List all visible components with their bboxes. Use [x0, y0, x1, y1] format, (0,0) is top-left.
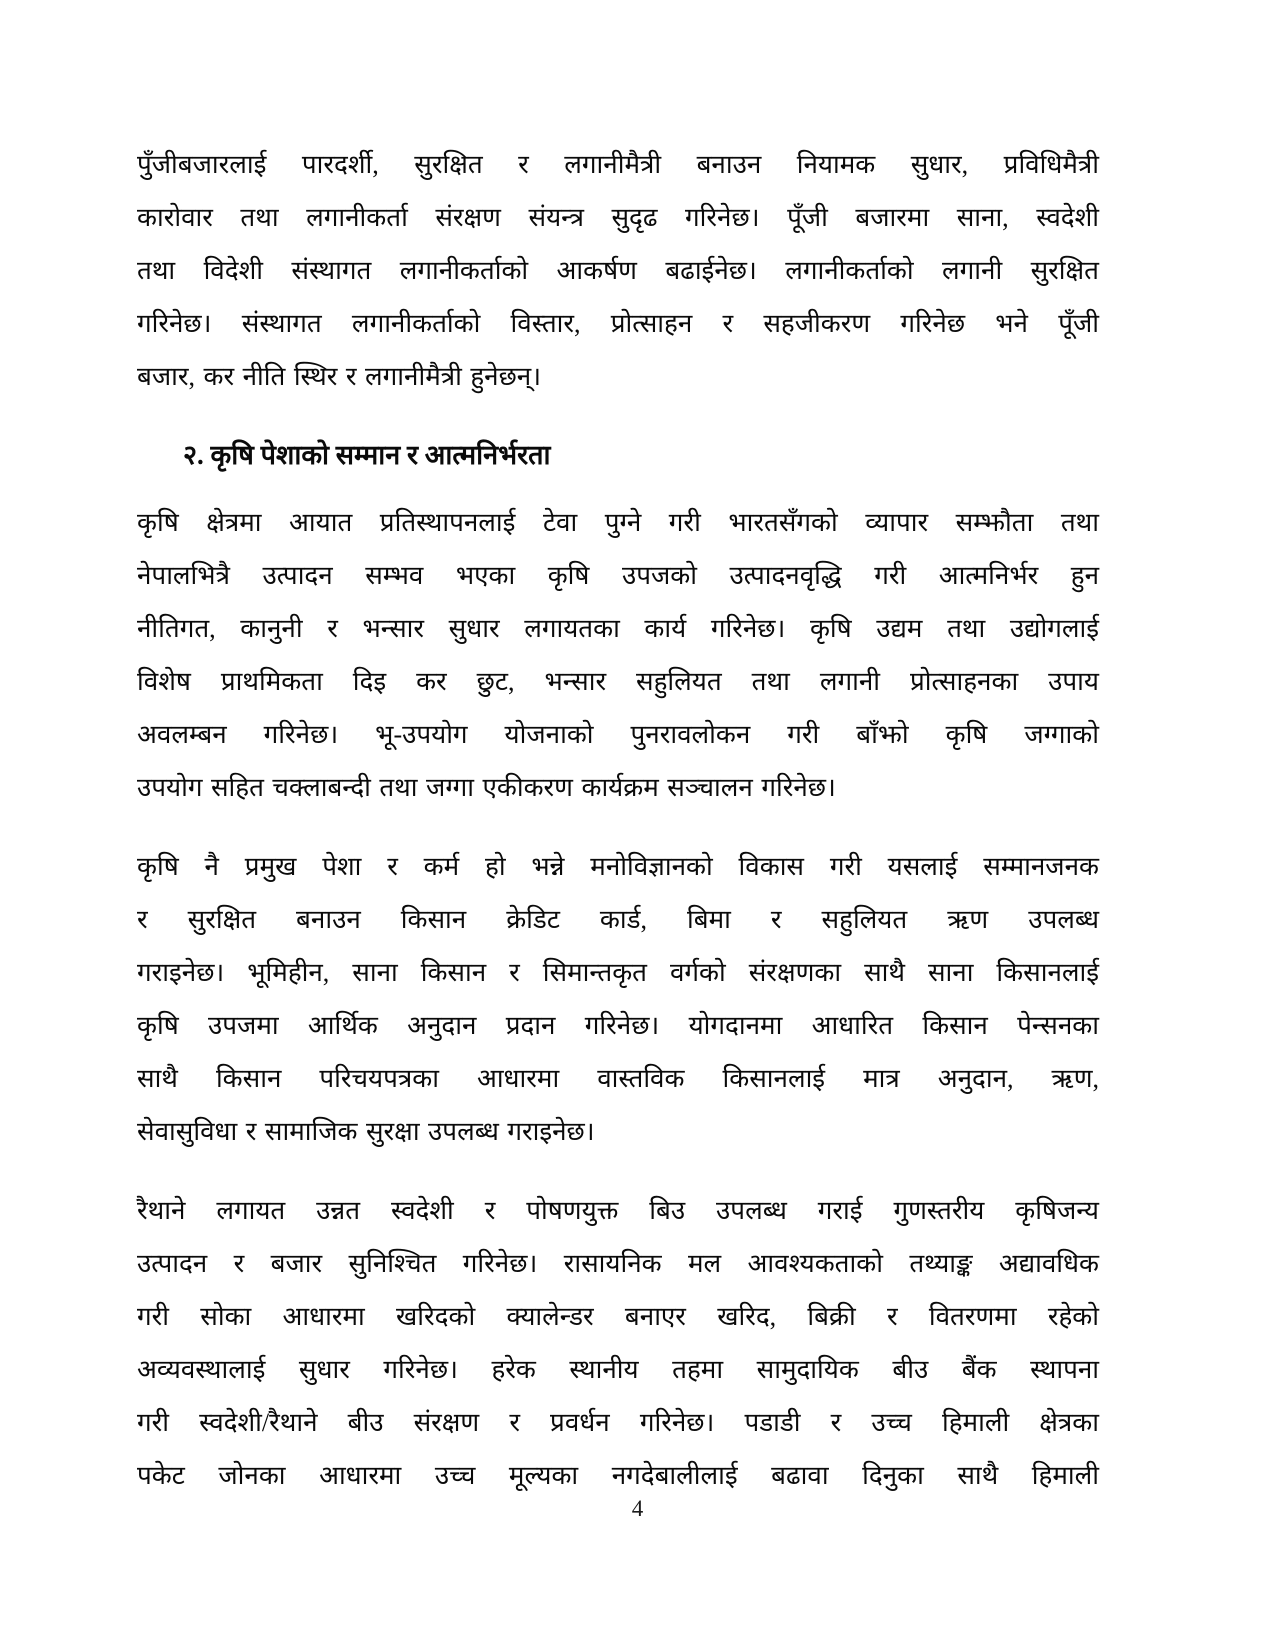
text-line: विशेष प्राथमिकता दिइ कर छुट, भन्सार सहुलियत तथा लगानी प्रोत्साहनका उपाय — [137, 667, 1099, 696]
paragraph — [137, 138, 1099, 403]
text-line: अव्यवस्थालाई सुधार गरिनेछ। हरेक स्थानीय तहमा सामुदायिक बीउ बैंक स्थापना — [137, 1355, 1099, 1384]
text-line: साथै किसान परिचयपत्रका आधारमा वास्तविक किसानलाई मात्र अनुदान, ऋण, — [137, 1064, 1099, 1093]
text-line: कृषि क्षेत्रमा आयात प्रतिस्थापनलाई टेवा पुग्ने गरी भारतसँगको व्यापार सम्झौता तथा — [137, 508, 1099, 537]
text-line: गरी स्वदेशी/रैथाने बीउ संरक्षण र प्रवर्धन गरिनेछ। पडाडी र उच्च हिमाली क्षेत्रका — [137, 1408, 1099, 1437]
text-line: पकेट जोनका आधारमा उच्च मूल्यका नगदेबालीलाई बढावा दिनुका साथै हिमाली — [137, 1461, 1099, 1490]
text-line: नीतिगत, कानुनी र भन्सार सुधार लगायतका कार्य गरिनेछ। कृषि उद्यम तथा उद्योगलाई — [137, 614, 1099, 643]
text-line: कृषि उपजमा आर्थिक अनुदान प्रदान गरिनेछ। योगदानमा आधारित किसान पेन्सनका — [137, 1011, 1099, 1040]
text-line: उपयोग सहित चक्लाबन्दी तथा जग्गा एकीकरण कार्यक्रम सञ्चालन गरिनेछ। — [137, 773, 836, 802]
text-line: बजार, कर नीति स्थिर र लगानीमैत्री हुनेछन्। — [137, 362, 542, 391]
text-line: रैथाने लगायत उन्नत स्वदेशी र पोषणयुक्त बिउ उपलब्ध गराई गुणस्तरीय कृषिजन्य — [137, 1196, 1099, 1225]
text-line: कृषि नै प्रमुख पेशा र कर्म हो भन्ने मनोविज्ञानको विकास गरी यसलाई सम्मानजनक — [137, 852, 1099, 881]
text-line: गरी सोका आधारमा खरिदको क्यालेन्डर बनाएर खरिद, बिक्री र वितरणमा रहेको — [137, 1302, 1099, 1331]
document-body — [137, 138, 1099, 1528]
text-line: गराइनेछ। भूमिहीन, साना किसान र सिमान्तकृत वर्गको संरक्षणका साथै साना किसानलाई — [137, 958, 1099, 987]
text-line: पुँजीबजारलाई पारदर्शी, सुरक्षित र लगानीमैत्री बनाउन नियामक सुधार, प्रविधिमैत्री — [137, 150, 1099, 179]
text-line: गरिनेछ। संस्थागत लगानीकर्ताको विस्तार, प्रोत्साहन र सहजीकरण गरिनेछ भने पूँजी — [137, 309, 1099, 338]
paragraph — [137, 1184, 1099, 1502]
section-heading: २. कृषि पेशाको सम्मान र आत्मनिर्भरता — [183, 440, 551, 470]
text-line: अवलम्बन गरिनेछ। भू-उपयोग योजनाको पुनरावलोकन गरी बाँझो कृषि जग्गाको — [137, 720, 1099, 749]
text-line: नेपालभित्रै उत्पादन सम्भव भएका कृषि उपजको उत्पादनवृद्धि गरी आत्मनिर्भर हुन — [137, 561, 1099, 590]
paragraph — [137, 496, 1099, 814]
text-line: सेवासुविधा र सामाजिक सुरक्षा उपलब्ध गराइनेछ। — [137, 1117, 595, 1146]
text-line: उत्पादन र बजार सुनिश्चित गरिनेछ। रासायनिक मल आवश्यकताको तथ्याङ्क अद्यावधिक — [137, 1249, 1099, 1278]
text-line: र सुरक्षित बनाउन किसान क्रेडिट कार्ड, बिमा र सहुलियत ऋण उपलब्ध — [137, 905, 1099, 934]
page-number: 4 — [631, 1496, 644, 1521]
paragraph — [137, 840, 1099, 1158]
text-line: कारोवार तथा लगानीकर्ता संरक्षण संयन्त्र सुदृढ गरिनेछ। पूँजी बजारमा साना, स्वदेशी — [137, 203, 1099, 232]
text-line: तथा विदेशी संस्थागत लगानीकर्ताको आकर्षण बढाईनेछ। लगानीकर्ताको लगानी सुरक्षित — [137, 256, 1099, 285]
